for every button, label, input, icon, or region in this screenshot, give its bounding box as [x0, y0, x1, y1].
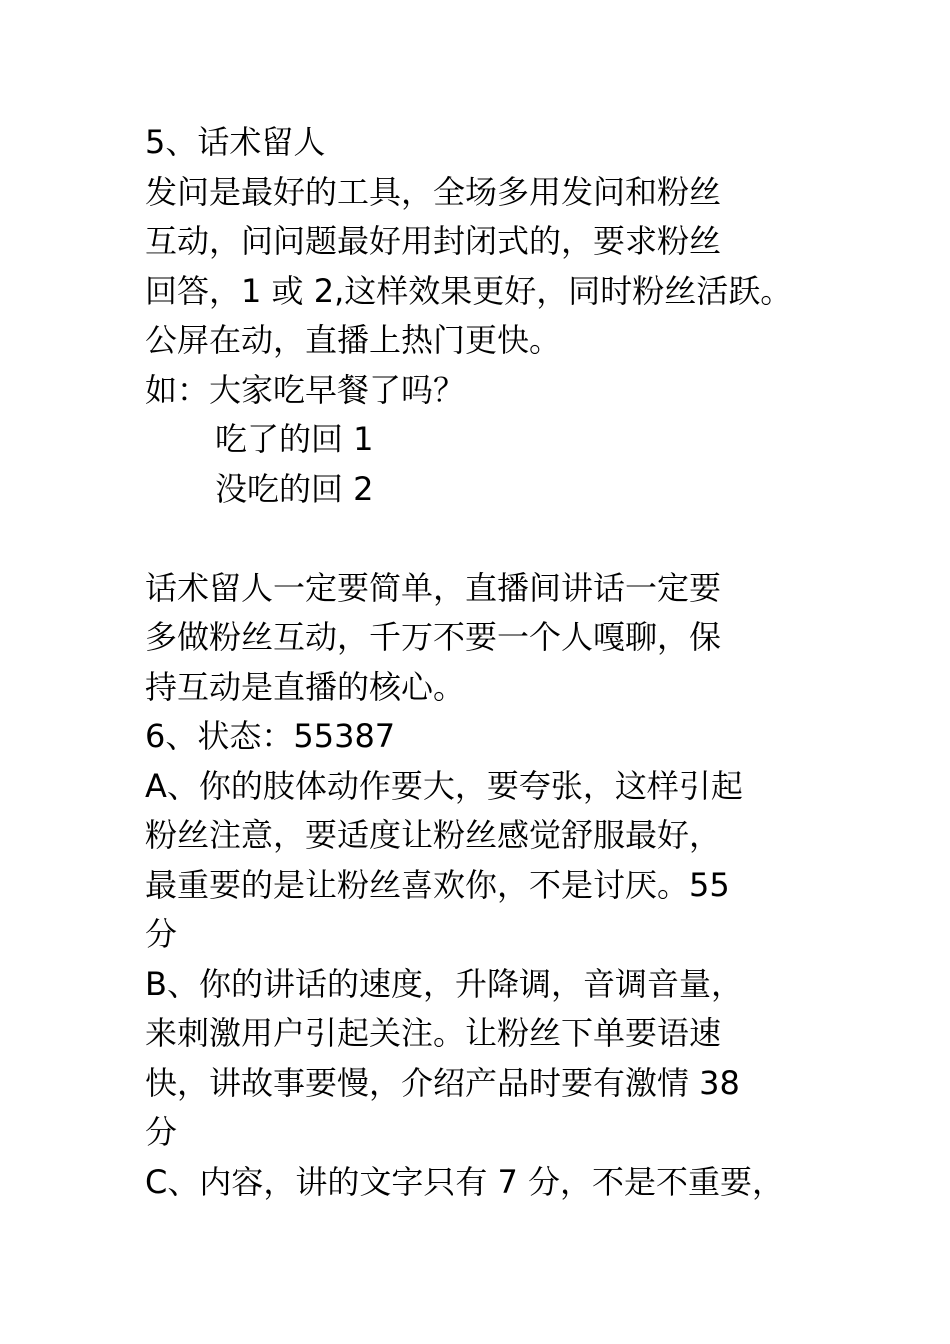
example-answer: 吃了的回 1: [215, 420, 374, 458]
paragraph-line: 公屏在动，直播上热门更快。: [145, 321, 562, 359]
blank-line: [145, 514, 835, 564]
example-answer: 没吃的回 2: [215, 469, 374, 508]
item-b-line: 快，讲故事要慢，介绍产品时要有激情 38: [145, 1063, 740, 1102]
item-b-line: 分: [145, 1113, 178, 1151]
paragraph-line: 互动，问问题最好用封闭式的，要求粉丝: [145, 222, 722, 260]
item-a-line: A、你的肢体动作要大，要夸张，这样引起: [145, 766, 743, 805]
item-a-line: 分: [145, 915, 178, 953]
item-b-line: B、你的讲话的速度，升降调，音调音量，: [145, 964, 743, 1003]
item-a-line: 粉丝注意，要适度让粉丝感觉舒服最好，: [145, 816, 722, 854]
item-b-line: 来刺激用户引起关注。让粉丝下单要语速: [145, 1014, 722, 1052]
item-c-line: C、内容，讲的文字只有 7 分，不是不重要，: [145, 1162, 785, 1201]
paragraph-line: 回答，1 或 2,这样效果更好，同时粉丝活跃。: [145, 271, 793, 310]
summary-line: 持互动是直播的核心。: [145, 667, 466, 706]
section-5-heading: 5、话术留人: [145, 123, 326, 161]
paragraph-line: 发问是最好的工具，全场多用发问和粉丝: [145, 172, 722, 211]
summary-line: 话术留人一定要简单，直播间讲话一定要: [145, 568, 722, 607]
document-body: [145, 118, 835, 1207]
example-intro: 如：大家吃早餐了吗？: [145, 370, 466, 409]
item-a-line: 最重要的是让粉丝喜欢你，不是讨厌。55: [145, 865, 730, 904]
section-6-heading: 6、状态：55387: [145, 717, 396, 755]
summary-line: 多做粉丝互动，千万不要一个人嘎聊，保: [145, 618, 722, 656]
